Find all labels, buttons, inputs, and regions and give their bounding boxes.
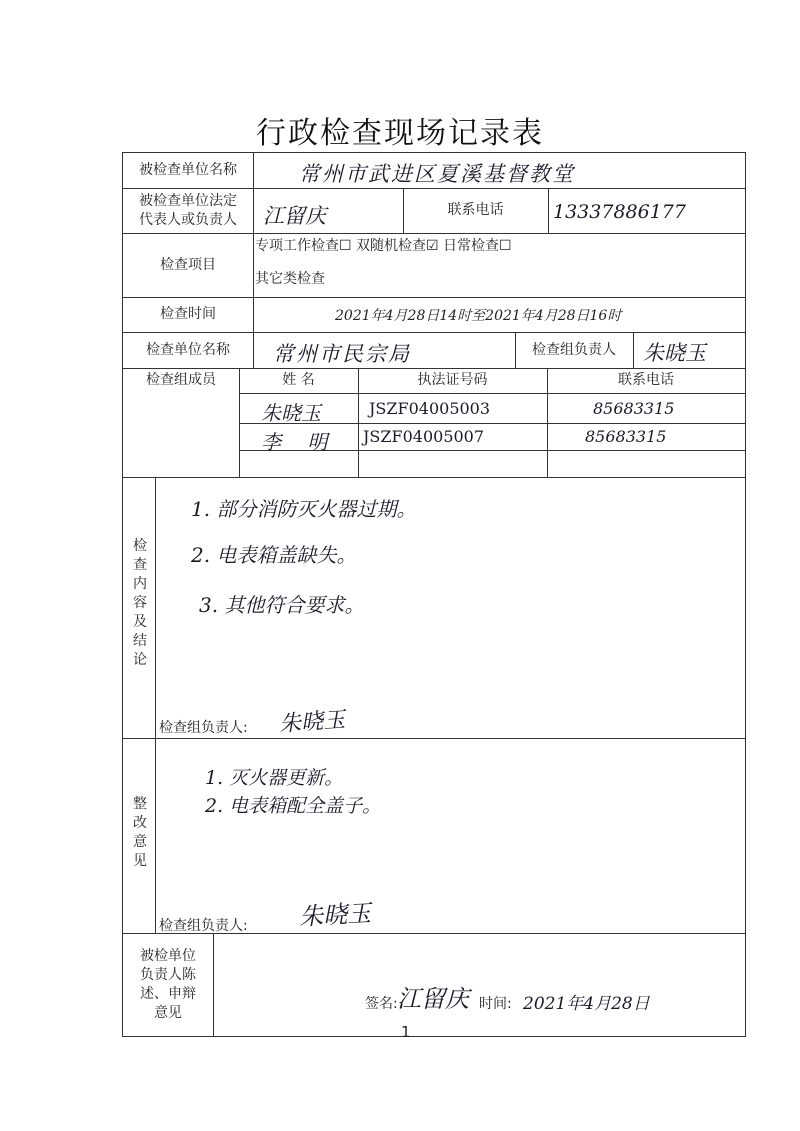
content-label-char: 论	[133, 652, 147, 668]
inspecting-unit-label: 检查单位名称	[146, 341, 230, 358]
col-divider	[253, 297, 254, 332]
inspection-leader-label: 检查组负责人	[532, 341, 616, 358]
members-label: 检查组成员	[146, 372, 216, 388]
member-cert: JSZF04005003	[369, 399, 491, 418]
col-divider	[548, 188, 549, 233]
inspecting-unit-value: 常州市民宗局	[273, 342, 411, 366]
rectify-label-char: 意	[133, 834, 147, 850]
col-divider	[253, 233, 254, 297]
statement-time-value: 2021年4月28日	[523, 994, 650, 1014]
statement-label	[123, 933, 213, 1036]
member-name: 朱晓玉	[261, 401, 321, 425]
statement-label-line: 被检单位	[140, 947, 196, 964]
legal-rep-phone-label: 联系电话	[447, 202, 504, 218]
content-label-char: 容	[133, 595, 147, 611]
statement-label-line: 述、申辩	[140, 985, 196, 1002]
content-item: 2. 电表箱盖缺失。	[191, 543, 357, 567]
inspection-time-value: 2021年4月28日14时至2021年4月28日16时	[335, 308, 622, 324]
legal-rep-phone-value: 13337886177	[553, 201, 686, 223]
content-label-char: 查	[133, 557, 147, 573]
statement-time-label: 时间:	[479, 996, 512, 1012]
members-header-phone: 联系电话	[618, 372, 674, 388]
rectify-leader-label: 检查组负责人:	[159, 918, 248, 934]
page-number: 1	[401, 1023, 411, 1041]
content-item: 1. 部分消防灭火器过期。	[191, 497, 417, 521]
row-divider	[123, 738, 745, 739]
member-phone: 85683315	[593, 399, 675, 418]
statement-sign-label: 签名:	[365, 996, 398, 1012]
col-divider	[253, 188, 254, 233]
legal-rep-label	[123, 188, 253, 233]
member-phone: 85683315	[585, 427, 667, 446]
row-divider	[239, 393, 745, 394]
rectify-item: 2. 电表箱配全盖子。	[205, 795, 382, 817]
record-table	[122, 152, 746, 1041]
legal-rep-label-line1: 被检查单位法定	[139, 192, 237, 209]
inspected-unit-value: 常州市武进区夏溪基督教堂	[299, 162, 575, 186]
content-item: 3. 其他符合要求。	[199, 593, 365, 617]
col-divider	[633, 332, 634, 368]
content-label-char: 检	[133, 538, 147, 554]
rectify-label-char: 整	[133, 796, 147, 812]
rectify-leader-signature: 朱晓玉	[298, 899, 372, 931]
content-label-char: 内	[133, 576, 147, 592]
legal-rep-label-line2: 代表人或负责人	[139, 211, 237, 228]
rectify-label	[131, 795, 149, 871]
rectify-label-char: 见	[133, 853, 147, 869]
rectify-item: 1. 灭火器更新。	[205, 767, 344, 789]
inspection-item-options: 专项工作检查☐ 双随机检查☑ 日常检查☐	[255, 238, 512, 254]
inspection-time-label: 检查时间	[160, 306, 216, 322]
col-divider	[213, 933, 214, 1036]
members-header-cert: 执法证号码	[417, 372, 488, 388]
row-divider	[123, 477, 745, 478]
members-header-name: 姓 名	[282, 372, 315, 388]
content-leader-signature: 朱晓玉	[278, 707, 346, 738]
statement-label-line: 意见	[154, 1004, 182, 1021]
inspection-item-label: 检查项目	[160, 256, 216, 273]
col-divider	[253, 153, 254, 188]
col-divider	[155, 477, 156, 933]
statement-signature: 江留庆	[397, 985, 469, 1013]
member-cert: JSZF04005007	[363, 427, 485, 446]
rectify-label-char: 改	[133, 815, 147, 831]
content-label-char: 及	[133, 614, 147, 630]
member-name: 李 明	[261, 430, 338, 454]
statement-label-line: 负责人陈	[140, 966, 196, 983]
inspected-unit-label: 被检查单位名称	[139, 162, 237, 178]
inspection-item-other: 其它类检查	[255, 271, 325, 287]
inspection-leader-value: 朱晓玉	[643, 341, 706, 365]
content-label-char: 结	[133, 633, 147, 649]
col-divider	[253, 332, 254, 368]
legal-rep-value: 江留庆	[263, 204, 326, 228]
content-label	[131, 537, 149, 670]
content-leader-label: 检查组负责人:	[159, 720, 248, 736]
form-title: 行政检查现场记录表	[256, 116, 544, 151]
